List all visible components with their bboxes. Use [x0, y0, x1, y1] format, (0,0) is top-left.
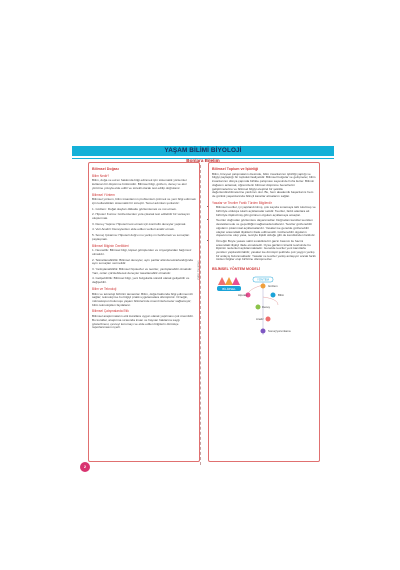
- triangle-icon: [218, 277, 226, 285]
- list-item: • Teoriler doğrudan gözlemlere dayanmazlar. Doğrudan kanıtlar teoriden desteklemede ve geçerliliğini sağlamada kullanılır. Teoriler gözlenebilir olguların çıkarımsal açıklamalarıdır. Yasalar ise genelde gözlenebilir olaylar arasındaki ilişkilerin ifade edilmesidir. Gözlenebilir olguların dışavurumu olup yasa, teoriyle ilişkili olduğu gibi de kendisinden farklıdır.: [216, 219, 316, 238]
- right-section-laws: Yasalar ve Teoriler Farklı Türden Bilgilerdir: [212, 200, 272, 205]
- left-paragraph-5: Bilimsel araştırmaların etik kurallara uygun olarak yapılması çok önemlidir. Bu kurallar, araştırma sırasında insan ve hayvan haklarına saygı gösterilmesi, çevreyi korumayı ve elde edilen bilgilerin dürüstçe raporlanmasını içerir.: [92, 314, 194, 330]
- step-item: 4. Veri Analizi: Deneylerden elde edilen verileri analiz etmek.: [92, 227, 175, 232]
- right-column: [208, 162, 320, 462]
- triangle-icon: [225, 277, 233, 285]
- list-item: • Örneğin Boyle yasası sabit sıcaklıkta bir gazın basıncı ile hacmi arasındaki ilişkiyi ifade etmektedir. Oysa gazların kinetik teorisinde bu ilişkinin nedenleri açıklanmaktadır. Genelde teoriler yeni kanıtlarla yeniden yapılandırılabilir, yasalar ise dönüşür şeklinde çok yaygın yanlış bir anlayış bulunmaktadır. Yasalar ve teoriler yanlış anlaşıyor ancak farklı türden bilgiler olup birbirine dönüşmezler.: [216, 240, 316, 262]
- column-divider: [200, 165, 201, 465]
- left-paragraph-4: Bilim ve teknoloji birbirini tamamlar. Bilim, doğa hakkında bilgi edinmemizi sağlar; teknoloji ise bu bilgiyi pratik uygulamalara dönüştürür. Örneğin, mikroskopun bulunuşu yaşam bilimlerinde önemli ilerlemeler sağlamıştır; bilim teknolojiden faydalanır.: [92, 291, 193, 307]
- step-item: 5. Sonuç Çıkarma: Hipotezi doğru mu yanlış mı belirlemek ve sonuçları paylaşmak.: [92, 233, 190, 241]
- model-step-label: Deney: [262, 304, 271, 309]
- model-step-label: Hipotez: [238, 292, 248, 297]
- right-paragraph-1: Bilim, bireysel çalışmaların ötesinde, bilim insanlarının işbirliği yaptığı ve bilgiyi paylaştığı bir topluluk faaliyetidir. Bilimsel bulgular ve gelişmeler, bilim insanlarının dünya çapında birlikte çalışması sayesinde hızla ilerler. Bilimin doğasını anlamak, öğrencilerin bilimsel düşünme becerilerini geliştirmelerine ve bilimsel bilgiyi eleştirel bir şekilde değerlendirebilmelerine yardımcı olur. Bu, hem akademik başarılarını hem de günlük yaşamlarında bilinçli kararlar almalarını sağlar.: [212, 171, 316, 198]
- model-step-label: Sonuç/yorumlama: [268, 328, 291, 333]
- model-node: [261, 328, 266, 333]
- list-item: • Bilimsel teoriler, iyi yapılandırılmış, çok sayıda sınamaya tabi tutulmuş ve birbiriyle oldukça tutarlı açıklamalar setidir. Teoriler, farklı alanlara ait birbiriyle ilişkisizmiş gibi görünen olguları açıklamaya amaçlar.: [216, 206, 316, 217]
- scientific-method-diagram: [212, 275, 316, 339]
- page-number: 2: [80, 462, 90, 472]
- right-heading: Bilimsel Toplum ve İşbirliği: [212, 167, 259, 171]
- step-item: 2. Hipotez Kurma: Gözlemlerden yola çıkarak test edilebilir bir varsayım oluşturmak.: [92, 212, 191, 221]
- publisher-side-label: Zafer Yayınları: [196, 260, 200, 280]
- left-paragraph-2: Bilimsel yöntem, bilim insanlarının problemleri çözmek ve yeni bilgi edinmek için kullandıkları sistematik bir süreçtir. Temel adımları şunlardır:: [92, 197, 196, 205]
- feature-item: 3. Yanlışlanabilirlik: Bilimsel hipotezler ve teoriler, yanlışlanabilir olmalıdır. Yani, onları çürütebilecek deneyler tasarlanabilir olmalıdır.: [92, 267, 193, 275]
- feature-item: 4. Gelişebilirlik: Bilimsel bilgi, yeni bulgularla sürekli olarak gelişebilir ve değişebilir.: [92, 276, 190, 285]
- left-section-ethics: Bilimsel Çalışmalarda Etik: [92, 309, 129, 314]
- triangle-icon: [232, 277, 240, 285]
- model-node: [271, 292, 276, 297]
- left-section-features: Bilimsel Bilginin Özellikleri: [92, 243, 129, 248]
- left-question: Bilim Nedir?: [92, 173, 110, 178]
- left-heading: Bilimsel Doğası: [92, 167, 119, 171]
- model-step-label: Analiz: [256, 316, 264, 321]
- model-node: [261, 283, 266, 288]
- model-branch: [263, 297, 278, 305]
- model-center-label: BİLİMSEL: [222, 286, 236, 291]
- model-node: [266, 316, 271, 321]
- feature-item: 1. Nesnellik: Bilimsel bilgi, kişisel görüşlerden ve önyargılardan bağımsız olmalıdır.: [92, 248, 192, 256]
- step-item: 3. Deney Yapma: Hipotezi test etmek için kontrollü deneyler yapmak.: [92, 221, 187, 226]
- left-section-method: Bilimsel Yöntem: [92, 192, 115, 197]
- model-step-label: Bilim: [278, 292, 285, 297]
- model-node: [256, 304, 261, 309]
- model-step-label: Gözlem: [268, 283, 278, 288]
- page-title: YAŞAM BİLİMİ BİYOLOJİ: [164, 147, 242, 154]
- step-item: 1. Gözlem: Doğal olayları dikkatle gözlemlemek ve not etmek.: [92, 206, 177, 211]
- laws-list: [212, 206, 316, 262]
- section-subtitle: Bonlara Bilelim: [186, 158, 220, 163]
- left-section-technology: Bilim ve Teknoloji: [92, 286, 117, 291]
- left-column: [88, 162, 200, 462]
- feature-item: 2. Tekrarlanabilirlik: Bilimsel deneyler, aynı şartlar altında tekrarlandığında aynı sonuçları vermelidir.: [92, 257, 193, 266]
- model-title: BİLİMSEL YÖNTEM MODELİ: [212, 267, 260, 272]
- model-hub-label: YÖNTEM: [257, 277, 269, 282]
- left-paragraph-1: Bilim, doğa ve evren hakkında bilgi edinmek için sistematik yöntemler kullanan bir düşünme bütünüdür. Bilimsel bilgi, gözlem, deney ve akıl yürütme yoluyla elde edilir ve sürekli olarak test edilip doğrulanır.: [92, 178, 187, 190]
